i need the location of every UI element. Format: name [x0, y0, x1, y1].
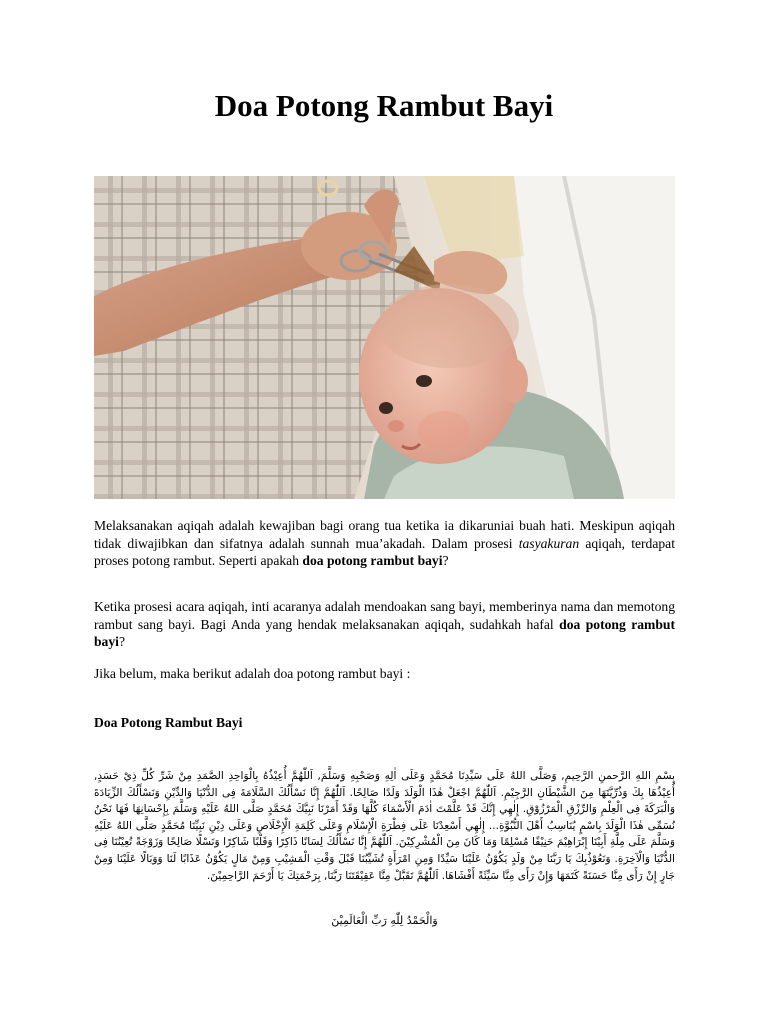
intro-text-middle: aqiqah, terdapat proses potong rambut. Seperti apakah [94, 535, 675, 568]
page-title: Doa Potong Rambut Bayi [214, 88, 554, 123]
intro-text-start: Melaksanakan aqiqah adalah kewajiban bagi orang tua ketika ia dikaruniai buah hati. Meskipun aqiqah tidak diwajibkan dan sifatnya adalah sunnah mua’akadah. Dalam prosesi [94, 518, 675, 551]
second-bold-keyword: doa potong rambut bayi [94, 616, 675, 649]
third-paragraph: Jika belum, maka berikut adalah doa potong rambut bayi : [94, 666, 411, 681]
second-text-end: ? [118, 634, 125, 649]
baby-haircut-photo [94, 176, 675, 499]
intro-italic-term: tasyakuran [518, 535, 580, 551]
arabic-closing-line: وَالْحَمْدُ لِلّٰهِ رَبِّ الْعَالَمِيْنَ [331, 914, 438, 927]
second-text-start: Ketika prosesi acara aqiqah, inti acaranya adalah mendoakan sang bayi, memberinya nama dan memotong rambut sang bayi. Bagi Anda yang hendak melaksanakan aqiqah, sudahkah hafal [94, 599, 675, 632]
arabic-prayer-text: بِسْمِ اللهِ الرَّحمنِ الرَّحِيمِ, وَصَلَّى اللهُ عَلَى سَيِّدِنَا مُحَمَّدٍ وَعَلَى اٰلِهِ وَصَحْبِهِ وَسَلَّمَ, اَللّٰهُمَّ أُعِيْذُهُ بِالْوَاحِدِ الصَّمَدِ مِنْ شَرِّ كُلِّ ذِيْ حَسَدٍ, أُعِيْذُهَا بِكَ وَذُرِّيَّتَهَا مِنَ الشَّيْطَانِ الرَّجِيْمِ. اَللّٰهُمَّ اجْعَلْ هٰذَا الْوَلَدَ وَلَدًا صَالِحًا. اَللّٰهُمَّ إِنَّا نَسْأَلُكَ السَّلَامَةَ فِى الدُّنْيَا وَالدِّيْنِ وَنَسْأَلُكَ الزِّيَادَةَ وَالْبَرَكَةَ فِى الْعِلْمِ وَالرِّزْقِ الْمَرْزُوْقِ. إِلٰهِي إِنَّكَ قَدْ عَلَّمْتَ اٰدَمَ الْأَسْمَاءَ كُلَّهَا وَقَدْ أَمَرْنَا نَبِيَّكَ مُحَمَّدٍ صَلَّى اللهُ عَلَيْهِ وَسَلَّمَ بِإِحْسَانِهَا فَهَا نَحْنُ نُسَمِّى هٰذَا الْوَلَدَ بِاسْمٍ يُنَاسِبُ أَهْلَ النُّبُوَّةِ... إِلٰهِي أَسْعِدْنَا عَلَى فِطْرَةِ الْإِسْلَامِ وَعَلَى كَلِمَةِ الْإِخْلَاصِ وَعَلَى دِيْنِ نَبِيِّنَا مُحَمَّدٍ صَلَّى اللهُ عَلَيْهِ وَسَلَّمَ عَلَى مِلَّةِ أَبِيْنَا إِبْرَاهِيْمَ حَنِيْفًا مُسْلِمًا وَمَا كَانَ مِنَ الْمُشْرِكِيْنَ. اَللّٰهُمَّ إِنَّا نَسْأَلُكَ لِسَانًا ذَاكِرًا وَقَلْبًا شَاكِرًا وَنَسْلًا صَالِحًا وَزَوْجَةً تُعِيْنُنَا فِى الدُّنْيَا وَالْآخِرَةِ. وَنَعُوْذُبِكَ يَا رَبَّنَا مِنْ وَلَدٍ يَكُوْنُ عَلَيْنَا سَيِّدًا وَمِنِ امْرَأَةٍ تُشَيِّبُنَا قَبْلَ وَقْتِ الْمَشِيْبِ وَمِنْ مَالٍ يَكُوْنُ عَذَابًا لَنَا وَوَبَالًا عَلَيْنَا وَمِنْ جَارٍ إِنْ رَأَى مِنَّا حَسَنَةً كَتَمَهَا وَإِنْ رَأَى مِنَّا سَيِّئَةً أَفْشَاهَا. اَللّٰهُمَّ تَقَبَّلْ مِنَّا عَقِيْقَتَنَا رَبَّنَا, بِرَحْمَتِكَ يَا أَرْحَمَ الرَّاحِمِيْنَ. [94, 770, 675, 882]
intro-text-end: ? [442, 553, 449, 568]
second-paragraph [94, 598, 675, 651]
intro-bold-keyword: doa potong rambut bayi [302, 553, 443, 568]
intro-paragraph [94, 517, 675, 570]
prayer-subheading: Doa Potong Rambut Bayi [94, 715, 243, 730]
